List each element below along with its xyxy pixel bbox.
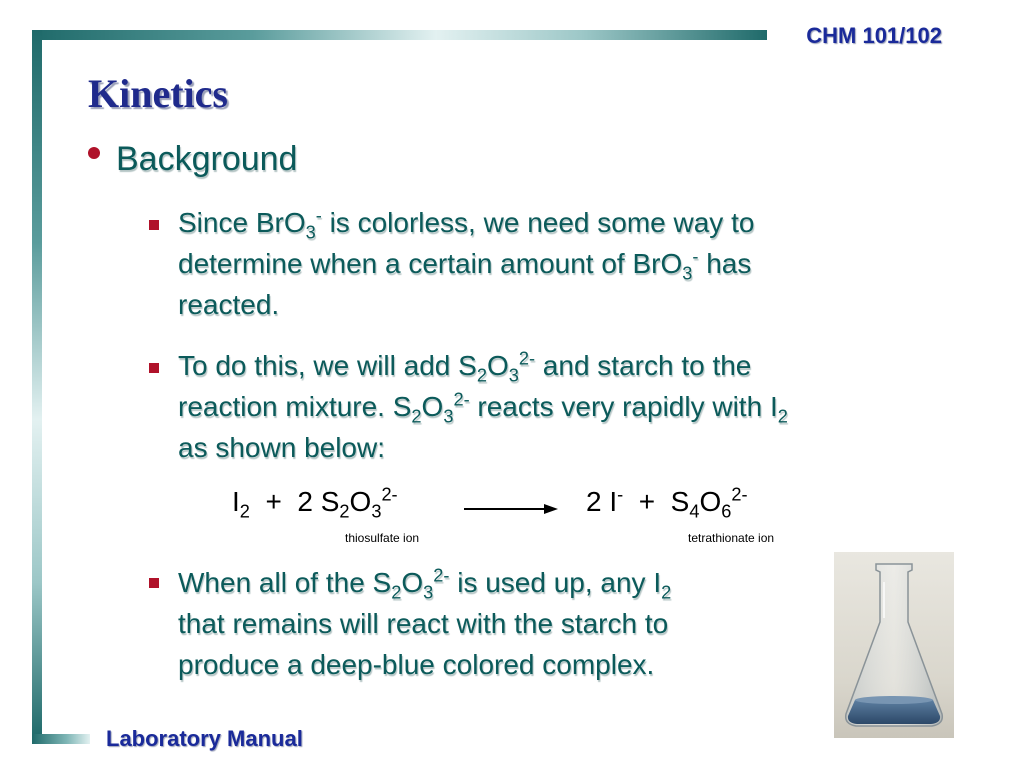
square-bullet-icon <box>149 578 159 588</box>
bullet-dot-icon <box>88 147 100 159</box>
frame-left-bar <box>32 30 42 738</box>
sub-bullet-3-line-3: produce a deep-blue colored complex. <box>178 649 655 680</box>
sub-bullet-1-line-3: reacted. <box>178 289 280 320</box>
sub-bullet-3 <box>178 562 671 685</box>
sub-bullet-2-line-3: as shown below: <box>178 432 386 463</box>
sub-bullet-2-line-2: reaction mixture. $S_2O_3^{2-}$ reacts very rapidly with $I_2$ <box>178 389 788 427</box>
caption-tetrathionate: tetrathionate ion <box>688 531 775 545</box>
frame-bottom-bar <box>32 734 90 744</box>
reaction-arrow-icon <box>464 503 558 515</box>
footer-label: Laboratory Manual <box>106 726 303 751</box>
equation-products: 2 $I^- + S_4O_6^{2-}$ <box>586 484 748 522</box>
bullet-label: Background <box>116 140 298 178</box>
slide-title: Kinetics <box>88 71 228 116</box>
equation-reactants: $I_2 + 2$ $S_2O_3^{2-}$ <box>232 484 398 522</box>
frame-top-bar <box>32 30 767 40</box>
sub-bullet-2-line-1: To do this, we will add $S_2O_3^{2-}$ and starch to the <box>178 348 752 386</box>
sub-bullet-2 <box>178 345 788 468</box>
sub-bullet-1-line-1: Since BrO$_3$- is colorless, we need some way to <box>178 205 755 243</box>
erlenmeyer-flask-icon <box>834 552 954 738</box>
sub-bullet-3-line-1: When all of the $S_2O_3^{2-}$ is used up, any $I_2$ <box>178 565 672 603</box>
square-bullet-icon <box>149 220 159 230</box>
caption-thiosulfate: thiosulfate ion <box>345 531 420 545</box>
flask-photo <box>834 552 954 738</box>
sub-bullet-3-line-2: that remains will react with the starch to <box>178 608 669 639</box>
sub-bullet-1 <box>178 202 754 325</box>
bullet-background <box>88 140 297 179</box>
square-bullet-icon <box>149 363 159 373</box>
sub-bullet-1-line-2: determine when a certain amount of BrO$_3$- has <box>178 246 752 284</box>
course-label: CHM 101/102 <box>806 23 942 48</box>
